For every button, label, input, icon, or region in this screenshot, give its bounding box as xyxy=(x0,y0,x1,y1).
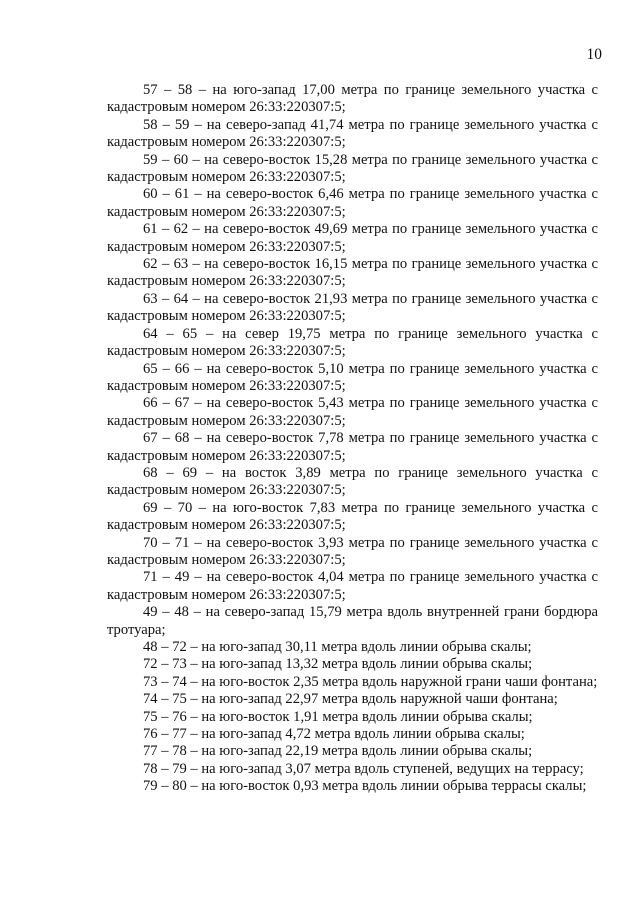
boundary-segment: 71 – 49 – на северо-восток 4,04 метра по границе земельного участка с кадастровым номером 26:33:220307:5; xyxy=(107,569,598,603)
boundary-segment: 76 – 77 – на юго-запад 4,72 метра вдоль линии обрыва скалы; xyxy=(143,726,525,743)
boundary-segment: 72 – 73 – на юго-запад 13,32 метра вдоль линии обрыва скалы; xyxy=(143,656,533,673)
boundary-segment: 65 – 66 – на северо-восток 5,10 метра по границе земельного участка с кадастровым номером 26:33:220307:5; xyxy=(107,360,598,394)
boundary-segment: 63 – 64 – на северо-восток 21,93 метра по границе земельного участка с кадастровым номером 26:33:220307:5; xyxy=(107,290,598,325)
boundary-segment: 48 – 72 – на юго-запад 30,11 метра вдоль линии обрыва скалы; xyxy=(143,639,532,655)
boundary-segment: 74 – 75 – на юго-запад 22,97 метра вдоль наружной чаши фонтана; xyxy=(143,691,558,708)
boundary-segment: 67 – 68 – на северо-восток 7,78 метра по границе земельного участка с кадастровым номером 26:33:220307:5; xyxy=(107,430,598,464)
boundary-segment: 61 – 62 – на северо-восток 49,69 метра по границе земельного участка с кадастровым номером 26:33:220307:5; xyxy=(107,221,598,255)
boundary-segment: 75 – 76 – на юго-восток 1,91 метра вдоль линии обрыва скалы; xyxy=(143,708,533,725)
boundary-segment: 78 – 79 – на юго-запад 3,07 метра вдоль ступеней, ведущих на террасу; xyxy=(143,760,584,777)
boundary-segment: 58 – 59 – на северо-запад 41,74 метра по границе земельного участка с кадастровым номером 26:33:220307:5; xyxy=(107,116,598,151)
boundary-segment: 77 – 78 – на юго-запад 22,19 метра вдоль линии обрыва скалы; xyxy=(143,743,533,760)
boundary-segment: 69 – 70 – на юго-восток 7,83 метра по границе земельного участка с кадастровым номером 26:33:220307:5; xyxy=(107,499,598,534)
boundary-segment: 59 – 60 – на северо-восток 15,28 метра по границе земельного участка с кадастровым номером 26:33:220307:5; xyxy=(107,151,598,186)
page-number: 10 xyxy=(586,46,602,63)
boundary-segment: 79 – 80 – на юго-восток 0,93 метра вдоль линии обрыва террасы скалы; xyxy=(143,778,587,795)
boundary-segment: 70 – 71 – на северо-восток 3,93 метра по границе земельного участка с кадастровым номером 26:33:220307:5; xyxy=(107,534,598,568)
boundary-description xyxy=(107,82,598,796)
boundary-segment: 66 – 67 – на северо-восток 5,43 метра по границе земельного участка с кадастровым номером 26:33:220307:5; xyxy=(107,395,598,429)
boundary-segment: 49 – 48 – на северо-запад 15,79 метра вдоль внутренней грани бордюра тротуара; xyxy=(107,604,598,638)
boundary-segment: 73 – 74 – на юго-восток 2,35 метра вдоль наружной грани чаши фонтана; xyxy=(143,673,598,690)
boundary-segment: 57 – 58 – на юго-запад 17,00 метра по границе земельного участка с кадастровым номером 26:33:220307:5; xyxy=(107,82,598,116)
boundary-segment: 60 – 61 – на северо-восток 6,46 метра по границе земельного участка с кадастровым номером 26:33:220307:5; xyxy=(107,186,598,220)
boundary-segment: 64 – 65 – на север 19,75 метра по границе земельного участка с кадастровым номером 26:33:220307:5; xyxy=(107,325,598,360)
boundary-segment: 68 – 69 – на восток 3,89 метра по границе земельного участка с кадастровым номером 26:33:220307:5; xyxy=(107,464,598,499)
boundary-segment: 62 – 63 – на северо-восток 16,15 метра по границе земельного участка с кадастровым номером 26:33:220307:5; xyxy=(107,256,598,290)
